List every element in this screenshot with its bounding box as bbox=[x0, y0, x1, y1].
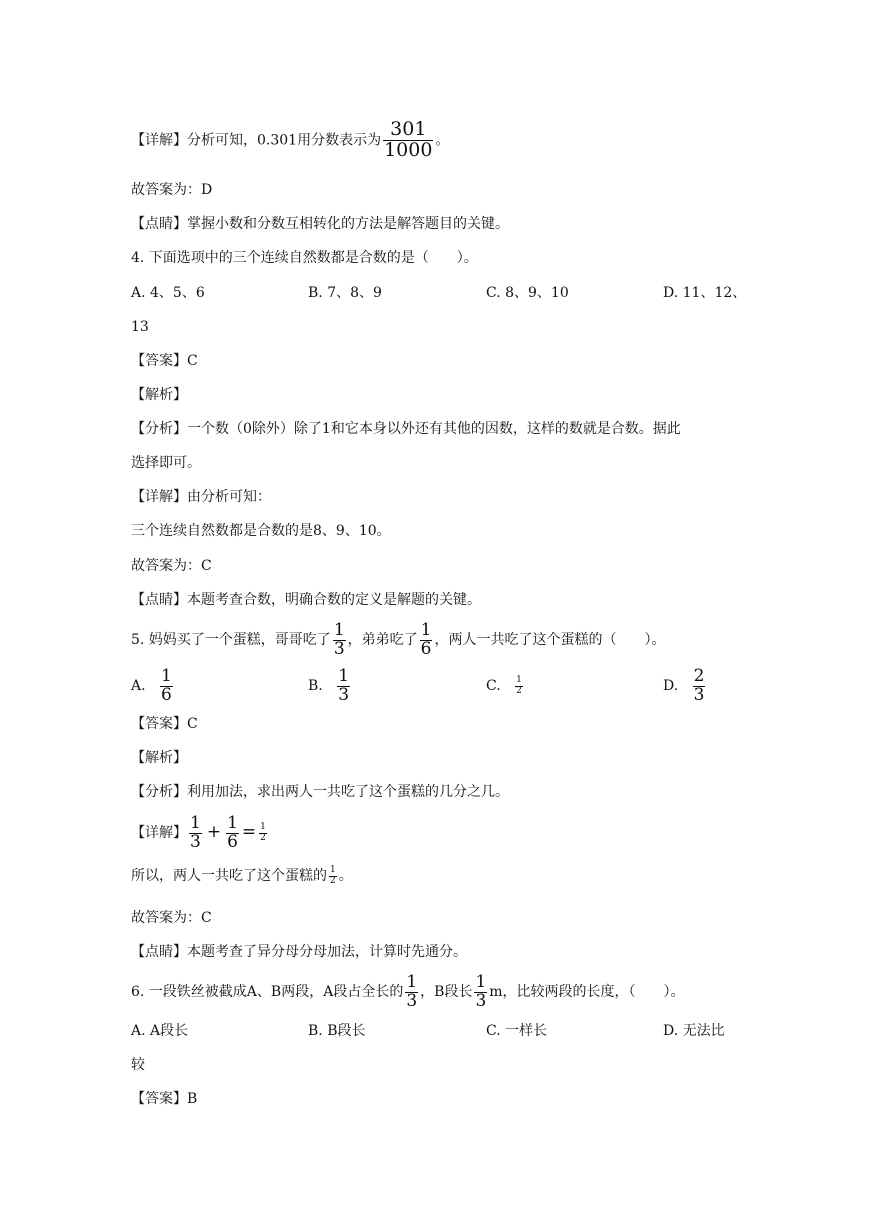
fraction: $\frac{301}{1000}$ bbox=[384, 118, 433, 161]
q3-detail: 【详解】分析可知，0.301用分数表示为 $\frac{301}{1000}$ 。 bbox=[131, 118, 450, 161]
q5-question: 5. 妈妈买了一个蛋糕，哥哥吃了 $\frac{1}{3}$ ，弟弟吃了 $\frac{1}{6}$ ，两人一共吃了这个蛋糕的（ ）。 bbox=[131, 619, 666, 659]
q4-question: 4. 下面选项中的三个连续自然数都是合数的是（ ）。 bbox=[131, 250, 478, 266]
q3-comment: 【点睛】掌握小数和分数互相转化的方法是解答题目的关键。 bbox=[131, 216, 509, 232]
fraction: $\frac{1}{6}$ bbox=[227, 812, 238, 852]
q6-option-a: A. A段长 bbox=[131, 1023, 189, 1039]
q5-conclusion: 所以，两人一共吃了这个蛋糕的 $\frac{1}{2}$ 。 bbox=[131, 865, 353, 886]
q4-option-d: D. 11、12、 bbox=[663, 285, 747, 301]
fraction: $\frac{1}{3}$ bbox=[475, 971, 487, 1011]
q5-analysis: 【分析】利用加法，求出两人一共吃了这个蛋糕的几分之几。 bbox=[131, 784, 509, 800]
q6-option-b: B. B段长 bbox=[308, 1023, 366, 1039]
q5-option-b: B. $\frac{1}{3}$ bbox=[308, 665, 350, 705]
q4-option-b: B. 7、8、9 bbox=[308, 285, 382, 301]
q6-option-c: C. 一样长 bbox=[486, 1023, 548, 1039]
q5-comment: 【点睛】本题考查了异分母分母加法，计算时先通分。 bbox=[131, 944, 467, 960]
q5-option-c: C. $\frac{1}{2}$ bbox=[486, 675, 522, 696]
q6-option-wrap: 较 bbox=[131, 1057, 145, 1073]
q4-comment: 【点睛】本题考查合数，明确合数的定义是解题的关键。 bbox=[131, 592, 481, 608]
fraction: $\frac{2}{3}$ bbox=[693, 665, 705, 705]
q4-detail-2: 三个连续自然数都是合数的是8、9、10。 bbox=[131, 523, 391, 539]
q4-answer: 【答案】C bbox=[131, 353, 198, 369]
q4-analysis-1: 【分析】一个数（0除外）除了1和它本身以外还有其他的因数，这样的数就是合数。据此 bbox=[131, 421, 681, 437]
q5-option-a: A. $\frac{1}{6}$ bbox=[131, 665, 172, 705]
q5-analysis-head: 【解析】 bbox=[131, 750, 187, 766]
q4-analysis-head: 【解析】 bbox=[131, 387, 187, 403]
fraction: $\frac{1}{6}$ bbox=[161, 665, 172, 705]
q5-detail: 【详解】 $\frac{1}{3}$ + $\frac{1}{6}$ = $\frac{1}{2}$ bbox=[131, 812, 266, 852]
fraction: $\frac{1}{2}$ bbox=[330, 865, 336, 886]
fraction: $\frac{1}{3}$ bbox=[338, 665, 350, 705]
q4-answer-line: 故答案为：C bbox=[131, 558, 212, 574]
q5-option-d: D. $\frac{2}{3}$ bbox=[663, 665, 705, 705]
fraction: $\frac{1}{2}$ bbox=[516, 675, 522, 696]
q3-answer-line: 故答案为：D bbox=[131, 182, 213, 198]
fraction: $\frac{1}{3}$ bbox=[406, 971, 418, 1011]
fraction: $\frac{1}{6}$ bbox=[420, 619, 432, 659]
q4-analysis-2: 选择即可。 bbox=[131, 455, 201, 471]
q6-option-d: D. 无法比 bbox=[663, 1023, 725, 1039]
q5-answer: 【答案】C bbox=[131, 716, 198, 732]
fraction: $\frac{1}{3}$ bbox=[333, 619, 345, 659]
q4-option-a: A. 4、5、6 bbox=[131, 285, 205, 301]
q4-detail-1: 【详解】由分析可知： bbox=[131, 489, 271, 505]
q6-answer: 【答案】B bbox=[131, 1091, 198, 1107]
q6-question: 6. 一段铁丝被截成A、B两段，A段占全长的 $\frac{1}{3}$ ，B段长 $\frac{1}{3}$ m，比较两段的长度，（ ）。 bbox=[131, 971, 685, 1011]
fraction: $\frac{1}{3}$ bbox=[190, 812, 201, 852]
q5-answer-line: 故答案为：C bbox=[131, 910, 212, 926]
q4-option-c: C. 8、9、10 bbox=[486, 285, 569, 301]
q4-option-wrap: 13 bbox=[131, 319, 149, 335]
fraction: $\frac{1}{2}$ bbox=[260, 822, 266, 843]
